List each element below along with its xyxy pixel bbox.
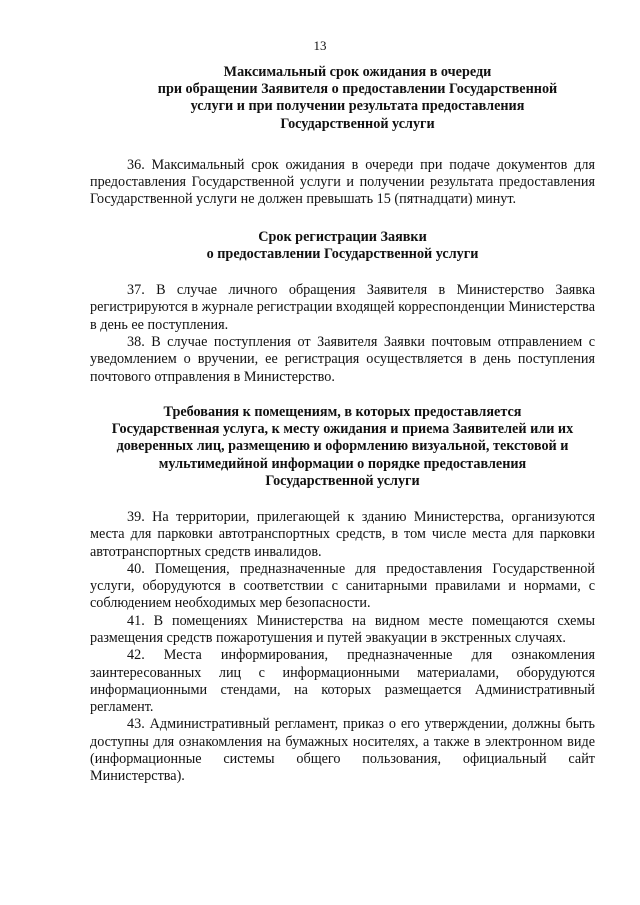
page-number: 13	[313, 38, 327, 53]
heading-line: Государственной услуги	[280, 115, 435, 132]
page-content	[90, 64, 595, 786]
section-heading-registration-term	[90, 229, 595, 263]
heading-line: мультимедийной информации о порядке предоставления	[158, 455, 527, 472]
heading-line: о предоставлении Государственной услуги	[206, 245, 479, 262]
paragraph-42: 42. Места информирования, предназначенные для ознакомления заинтересованных лиц с информационными материалами, оборудуются информационными стендами, на которых размещается Административный регламент.	[90, 647, 595, 716]
section-heading-waiting-time	[130, 64, 585, 133]
paragraph-37: 37. В случае личного обращения Заявителя в Министерство Заявка регистрируются в журнале регистрации входящей корреспонденции Министерства в день ее поступления.	[90, 282, 595, 333]
heading-line: при обращении Заявителя о предоставлении Государственной	[157, 81, 558, 98]
heading-line: Максимальный срок ожидания в очереди	[223, 64, 492, 80]
section-heading-premises-requirements	[90, 404, 595, 490]
heading-line: Срок регистрации Заявки	[258, 228, 427, 245]
heading-line: Государственной услуги	[265, 472, 420, 489]
heading-line: Требования к помещениям, в которых предоставляется	[163, 403, 522, 420]
paragraph-40: 40. Помещения, предназначенные для предоставления Государственной услуги, оборудуются в соответствии с санитарными правилами и нормами, с соблюдением необходимых мер безопасности.	[90, 560, 595, 612]
paragraph-43: 43. Административный регламент, приказ о его утверждении, должны быть доступны для ознакомления на бумажных носителях, а также в электронном виде (информационные системы общего пользования, официальный сайт Министерства).	[90, 716, 595, 785]
heading-line: услуги и при получении результата предоставления	[190, 98, 525, 115]
heading-line: доверенных лиц, размещению и оформлению визуальной, текстовой и	[116, 438, 569, 455]
paragraph-39: 39. На территории, прилегающей к зданию Министерства, организуются места для парковки автотранспортных средств, в том числе места для парковки автотранспортных средств инвалидов.	[90, 508, 595, 560]
heading-line: Государственная услуга, к месту ожидания и приема Заявителей или их	[111, 421, 574, 438]
paragraph-41: 41. В помещениях Министерства на видном месте помещаются схемы размещения средств пожаротушения и путей эвакуации в экстренных случаях.	[90, 612, 595, 646]
paragraph-36: 36. Максимальный срок ожидания в очереди при подаче документов для предоставления Государственной услуги и получении результата предоставления Государственной услуги не должен превышать 15 (пятнадцати) минут.	[90, 156, 595, 208]
paragraph-38: 38. В случае поступления от Заявителя Заявки почтовым отправлением с уведомлением о вручении, ее регистрация осуществляется в день поступления почтового отправления в Министерство.	[90, 334, 595, 385]
